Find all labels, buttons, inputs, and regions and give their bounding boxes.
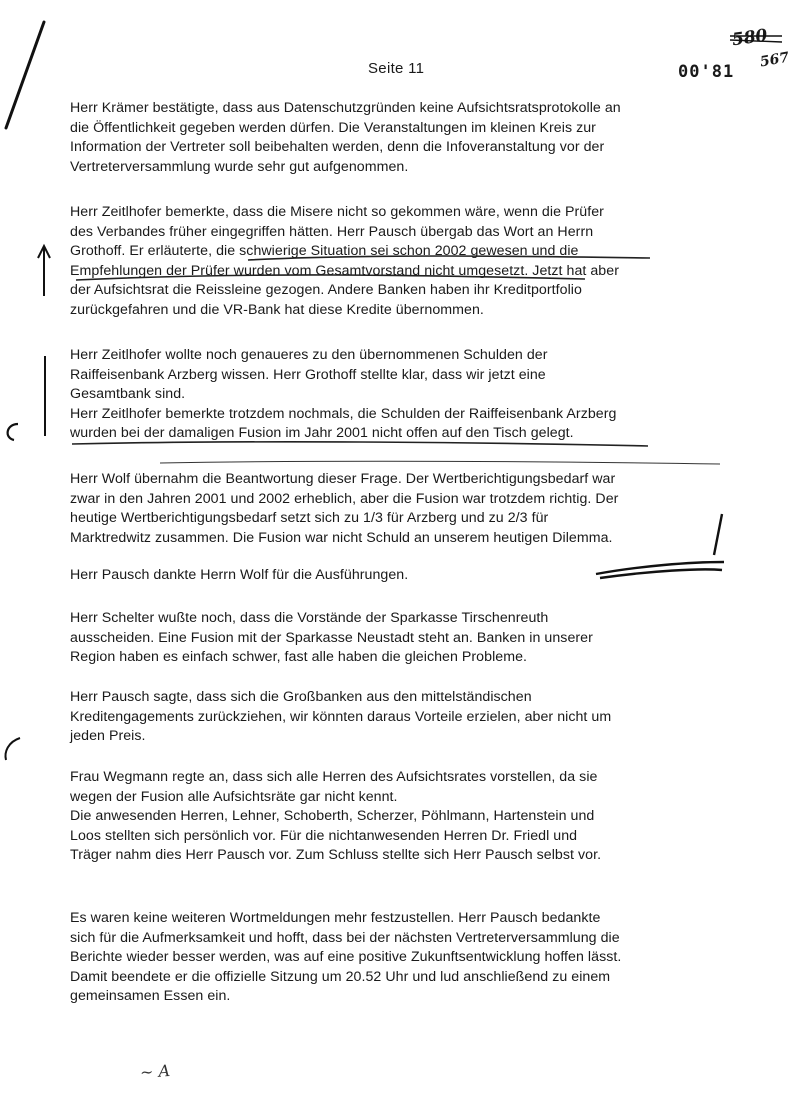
paragraph-kraemer: Herr Krämer bestätigte, dass aus Datenschutzgründen keine Aufsichtsratsprotokolle an die Öffentlichkeit gegeben werden dürfen. Die Veranstaltungen im kleinen Kreis zur Information der Vertreter soll beibehalten werden, denn die Infoveranstaltung vor der Vertreterversammlung wurde sehr gut aufgenommen. (70, 100, 621, 175)
paragraph-pausch-grossbanken: Herr Pausch sagte, dass sich die Großbanken aus den mittelständischen Kreditengagements zurückziehen, wir könnten daraus Vorteile erzielen, aber nicht um jeden Preis. (70, 689, 612, 744)
handwritten-sub-number: 567 (758, 49, 791, 71)
margin-arrow-left (38, 246, 50, 296)
paragraph-zeitlhofer-schulden: Herr Zeitlhofer wollte noch genaueres zu den übernommenen Schulden der Raiffeisenbank Arzberg wissen. Herr Grothoff stellte klar, dass wir jetzt eine Gesamtbank sind. Herr Zeitlhofer bemerkte trotzdem nochmals, die Schulden der Raiffeisenbank Arzberg wurden bei der damaligen Fusion im Jahr 2001 nicht offen auf den Tisch gelegt. (70, 347, 617, 441)
pen-stroke-top-left (6, 22, 44, 128)
handwritten-stamp-number: 580 (730, 25, 769, 51)
paragraph-pausch-dank: Herr Pausch dankte Herrn Wolf für die Ausführungen. (70, 567, 409, 583)
handwritten-initials: ~ A (139, 1060, 171, 1083)
page-number: Seite 11 (368, 60, 425, 77)
paragraph-wolf: Herr Wolf übernahm die Beantwortung dieser Frage. Der Wertberichtigungsbedarf war zwar in den Jahren 2001 und 2002 erheblich, aber die Fusion war trotzdem richtig. Der heutige Wertberichtigungsbedarf setzt sich zu 1/3 für Arzberg und zu 2/3 für Marktredwitz zusammen. Die Fusion war nicht Schuld an unserem heutigen Dilemma. (70, 471, 619, 546)
edge-hook-1 (8, 424, 18, 440)
underline-fusion-2 (160, 461, 720, 464)
paragraph-zeitlhofer-misere: Herr Zeitlhofer bemerkte, dass die Misere nicht so gekommen wäre, wenn die Prüfer des Verbandes früher eingegriffen hätten. Herr Pausch übergab das Wort an Herrn Grothoff. Er erläuterte, die schwierige Situation sei schon 2002 gewesen und die Empfehlungen der Prüfer wurden vom Gesamtvorstand nicht umgesetzt. Jetzt hat aber der Aufsichtsrat die Reissleine gezogen. Andere Banken haben ihr Kreditportfolio zurückgefahren und die VR-Bank hat diese Kredite übernommen. (70, 204, 619, 318)
paragraph-wegmann: Frau Wegmann regte an, dass sich alle Herren des Aufsichtsrates vorstellen, da sie wegen der Fusion alle Aufsichtsräte gar nicht kennt. Die anwesenden Herren, Lehner, Schoberth, Scherzer, Pöhlmann, Hartenstein und Loos stellten sich persönlich vor. Für die nichtanwesenden Herren Dr. Friedl und Träger nahm dies Herr Pausch vor. Zum Schluss stellte sich Herr Pausch selbst vor. (70, 769, 602, 863)
edge-hook-2 (6, 738, 20, 760)
paragraph-schelter: Herr Schelter wußte noch, dass die Vorstände der Sparkasse Tirschenreuth ausscheiden. Eine Fusion mit der Sparkasse Neustadt steht an. Banken in unserer Region haben es einfach schwer, fast alle haben die gleichen Probleme. (70, 610, 593, 665)
paragraph-schluss: Es waren keine weiteren Wortmeldungen mehr festzustellen. Herr Pausch bedankte sich für die Aufmerksamkeit und hofft, dass bei der nächsten Vertreterversammlung die Berichte wieder besser werden, was auf eine positive Zukunftsentwicklung hoffen lässt. Damit beendete er die offizielle Sitzung um 20.52 Uhr und lud anschließend zu einem gemeinsamen Essen ein. (70, 910, 622, 1004)
document-code: 00'81 (678, 62, 735, 82)
